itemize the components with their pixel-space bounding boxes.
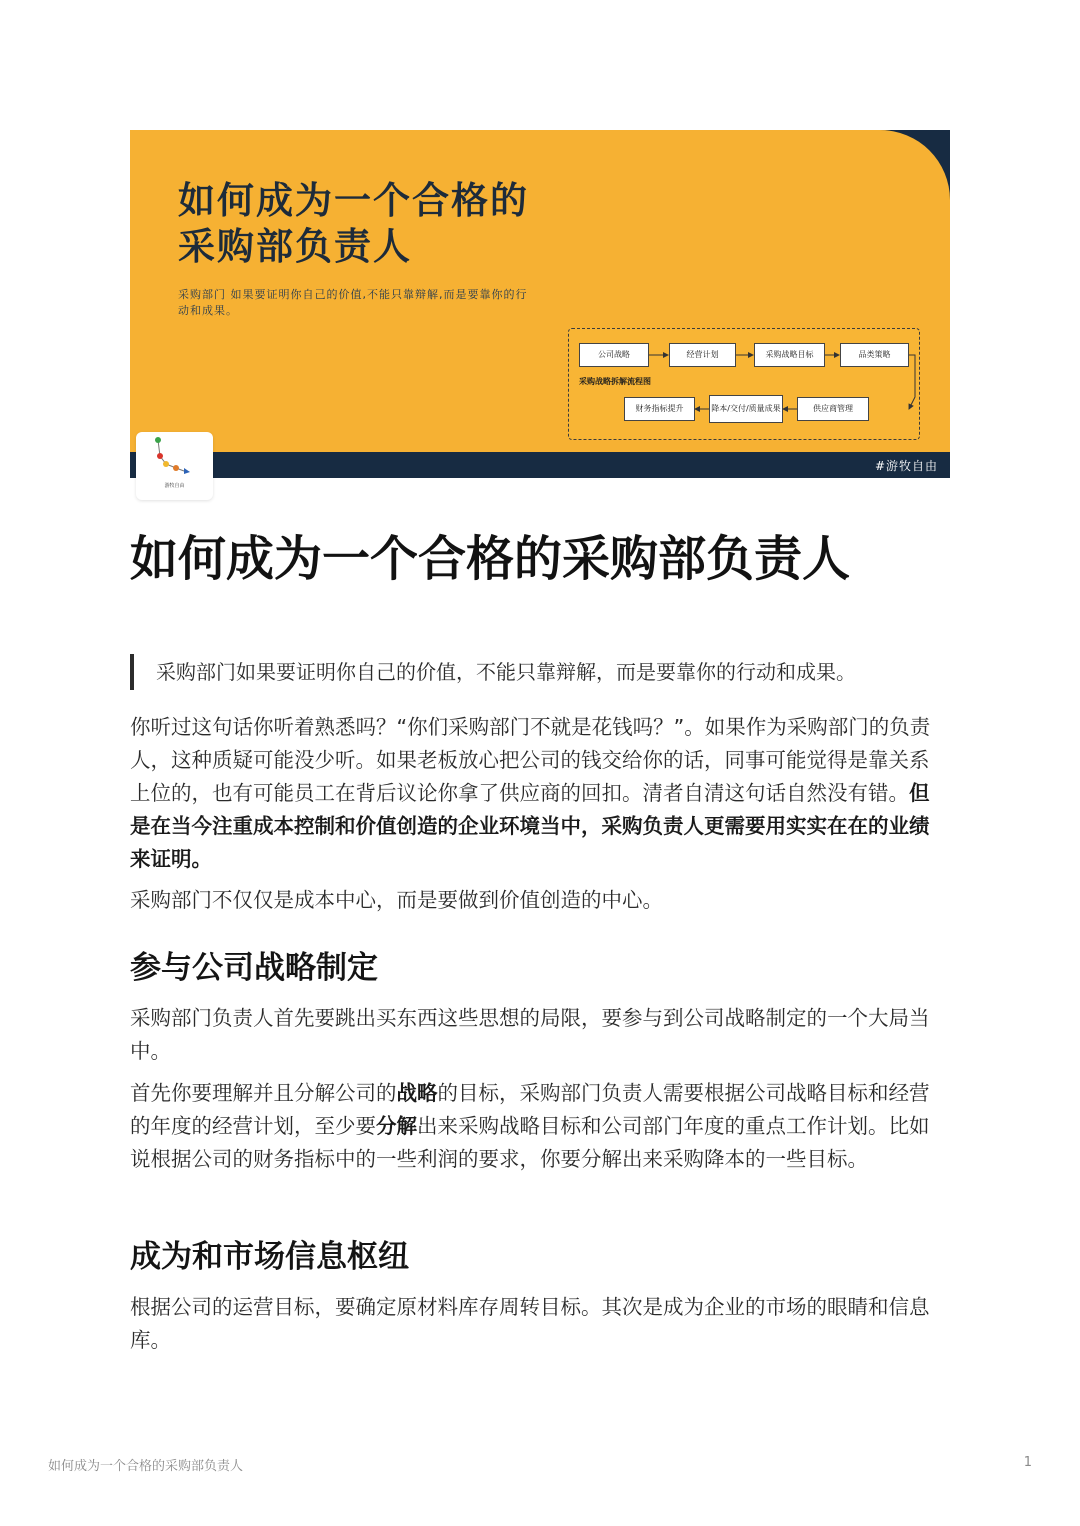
p4-text-a: 首先你要理解并且分解公司的 — [130, 1081, 397, 1105]
blockquote: 采购部门如果要证明你自己的价值，不能只靠辩解，而是要靠你的行动和成果。 — [130, 654, 950, 690]
banner-subtitle: 采购部门 如果要证明你自己的价值,不能只靠辩解,而是要靠你的行动和成果。 — [178, 288, 528, 317]
cover-banner — [130, 130, 950, 478]
paragraph-strategy-1: 采购部门负责人首先要跳出买东西这些思想的局限，要参与到公司战略制定的一个大局当中。 — [130, 1006, 930, 1063]
paragraph-strategy-2 — [130, 1077, 945, 1176]
p4-text-e: 出来采购战略目标和公司部门年度的重点工作计划。比如说根据公司的财务指标中的一些利润的要求，你要分解出来采购降本的一些目标。 — [130, 1114, 930, 1171]
paragraph-intro — [130, 711, 945, 876]
section-heading-strategy: 参与公司战略制定 — [130, 950, 378, 986]
banner-title-line2: 采购部负责人 — [178, 225, 412, 268]
logo-card — [136, 432, 213, 500]
flow-node-supplier-mgmt: 供应商管理 — [797, 397, 869, 421]
logo-text: 游牧自由 — [164, 483, 185, 489]
banner-tag: #游牧自由 — [874, 459, 938, 473]
flow-node-financial-kpi: 财务指标提升 — [624, 397, 695, 421]
footer-title: 如何成为一个合格的采购部负责人 — [48, 1459, 244, 1474]
p4-bold-strategy: 战略 — [396, 1081, 438, 1105]
paragraph-intro-text: 你听过这句话你听着熟悉吗？“你们采购部门不就是花钱吗？”。如果作为采购部门的负责人，这种质疑可能没少听。如果老板放心把公司的钱交给你的话，同事可能觉得是靠关系上位的，也有可能员工在背后议论你拿了供应商的回扣。清者自清这句话自然没有错。 — [130, 715, 931, 805]
flow-label: 采购战略拆解流程图 — [579, 377, 651, 386]
banner-title-line1: 如何成为一个合格的 — [178, 179, 529, 222]
arrow-4 — [909, 355, 915, 409]
flow-node-company-strategy: 公司战略 — [579, 343, 649, 367]
flow-node-procurement-goal: 采购战略目标 — [754, 343, 825, 367]
flow-node-category-strategy: 品类策略 — [840, 343, 909, 367]
logo-icon — [136, 432, 213, 500]
p4-bold-decompose: 分解 — [376, 1114, 417, 1138]
paragraph-value-center: 采购部门不仅仅是成本中心，而是要做到价值创造的中心。 — [130, 888, 663, 912]
flow-diagram — [568, 328, 920, 440]
footer-page-number: 1 — [1023, 1455, 1032, 1470]
paragraph-intro-bold: 但是在当今注重成本控制和价值创造的企业环境当中，采购负责人更需要用实实在在的业绩来证明。 — [130, 781, 930, 871]
section-heading-market-info: 成为和市场信息枢纽 — [130, 1239, 409, 1275]
p4-text-c: 的目标，采购部门负责人需要根据公司战略目标和经营的年度的经营计划，至少要 — [130, 1081, 930, 1138]
flow-node-results: 降本/交付/质量成果 — [709, 395, 783, 423]
paragraph-market-info: 根据公司的运营目标，要确定原材料库存周转目标。其次是成为企业的市场的眼睛和信息库。 — [130, 1295, 930, 1352]
banner-title — [178, 178, 529, 270]
page-title: 如何成为一个合格的采购部负责人 — [130, 531, 851, 587]
flow-node-business-plan: 经营计划 — [669, 343, 736, 367]
